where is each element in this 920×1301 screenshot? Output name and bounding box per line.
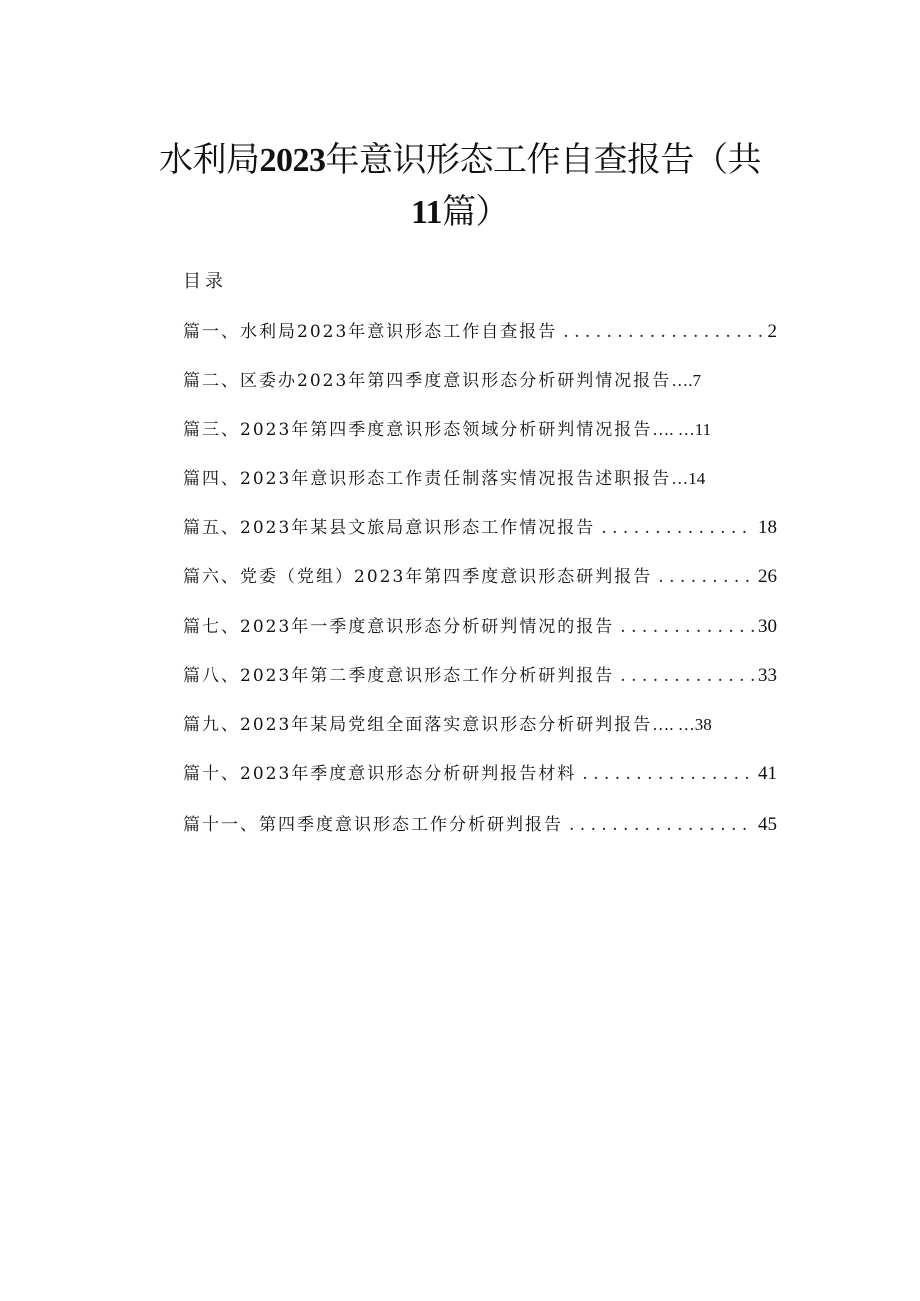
document-title-line-2 xyxy=(140,192,780,232)
toc-entry[interactable] xyxy=(183,664,777,688)
toc-entry-title: 篇十一、第四季度意识形态工作分析研判报告 xyxy=(183,815,563,835)
toc-entry[interactable] xyxy=(183,418,711,442)
toc-entry-title: 篇六、党委（党组）2023年第四季度意识形态研判报告 xyxy=(183,567,653,587)
toc-entry[interactable] xyxy=(183,565,777,589)
toc-entry[interactable] xyxy=(183,713,712,737)
toc-dot-leader xyxy=(658,565,754,589)
title-count-suffix: 篇） xyxy=(442,192,510,232)
toc-entry-page: …. …11 xyxy=(652,420,712,439)
toc-dot-leader xyxy=(620,664,754,688)
toc-entry-page: 30 xyxy=(758,616,777,637)
toc-entry[interactable] xyxy=(183,762,777,786)
toc-entry-page: 2 xyxy=(767,321,777,342)
toc-heading: 目录 xyxy=(183,271,227,292)
toc-entry-title: 篇二、区委办2023年第四季度意识形态分析研判情况报告 xyxy=(183,371,672,391)
toc-dot-leader xyxy=(569,813,754,837)
toc-entry-title: 篇三、2023年第四季度意识形态领域分析研判情况报告 xyxy=(183,420,653,440)
title-count: 11 xyxy=(410,194,443,231)
toc-entry[interactable] xyxy=(183,615,777,639)
toc-entry-title: 篇十、2023年季度意识形态分析研判报告材料 xyxy=(183,764,577,784)
title-suffix: 年意识形态工作自查报告（共 xyxy=(325,140,761,180)
toc-entry-page: ….7 xyxy=(671,371,702,390)
toc-entry-page: 18 xyxy=(758,517,777,538)
toc-entry[interactable] xyxy=(183,516,777,540)
toc-entry[interactable] xyxy=(183,369,701,393)
toc-dot-leader xyxy=(582,762,754,786)
toc-entry-title: 篇七、2023年一季度意识形态分析研判情况的报告 xyxy=(183,617,615,637)
toc-entry[interactable] xyxy=(183,320,777,344)
toc-dot-leader xyxy=(601,516,754,540)
toc-entry-page: …. …38 xyxy=(652,715,712,734)
toc-dot-leader xyxy=(620,615,754,639)
document-title-line-1 xyxy=(140,140,780,180)
toc-entry-title: 篇五、2023年某县文旅局意识形态工作情况报告 xyxy=(183,518,596,538)
title-year: 2023 xyxy=(259,142,326,179)
toc-entry-title: 篇一、水利局2023年意识形态工作自查报告 xyxy=(183,322,558,342)
toc-entry-title: 篇八、2023年第二季度意识形态工作分析研判报告 xyxy=(183,666,615,686)
toc-entry-page: 33 xyxy=(758,665,777,686)
toc-entry-page: 26 xyxy=(758,566,777,587)
toc-entry-title: 篇四、2023年意识形态工作责任制落实情况报告述职报告 xyxy=(183,469,672,489)
toc-entry-page: 45 xyxy=(758,814,777,835)
toc-entry[interactable] xyxy=(183,467,705,491)
toc-entry-page: 41 xyxy=(758,763,777,784)
toc-entry-page: …14 xyxy=(671,469,706,488)
toc-dot-leader xyxy=(563,320,763,344)
toc-entry[interactable] xyxy=(183,813,777,837)
toc-entry-title: 篇九、2023年某局党组全面落实意识形态分析研判报告 xyxy=(183,715,653,735)
title-prefix: 水利局 xyxy=(159,140,260,180)
